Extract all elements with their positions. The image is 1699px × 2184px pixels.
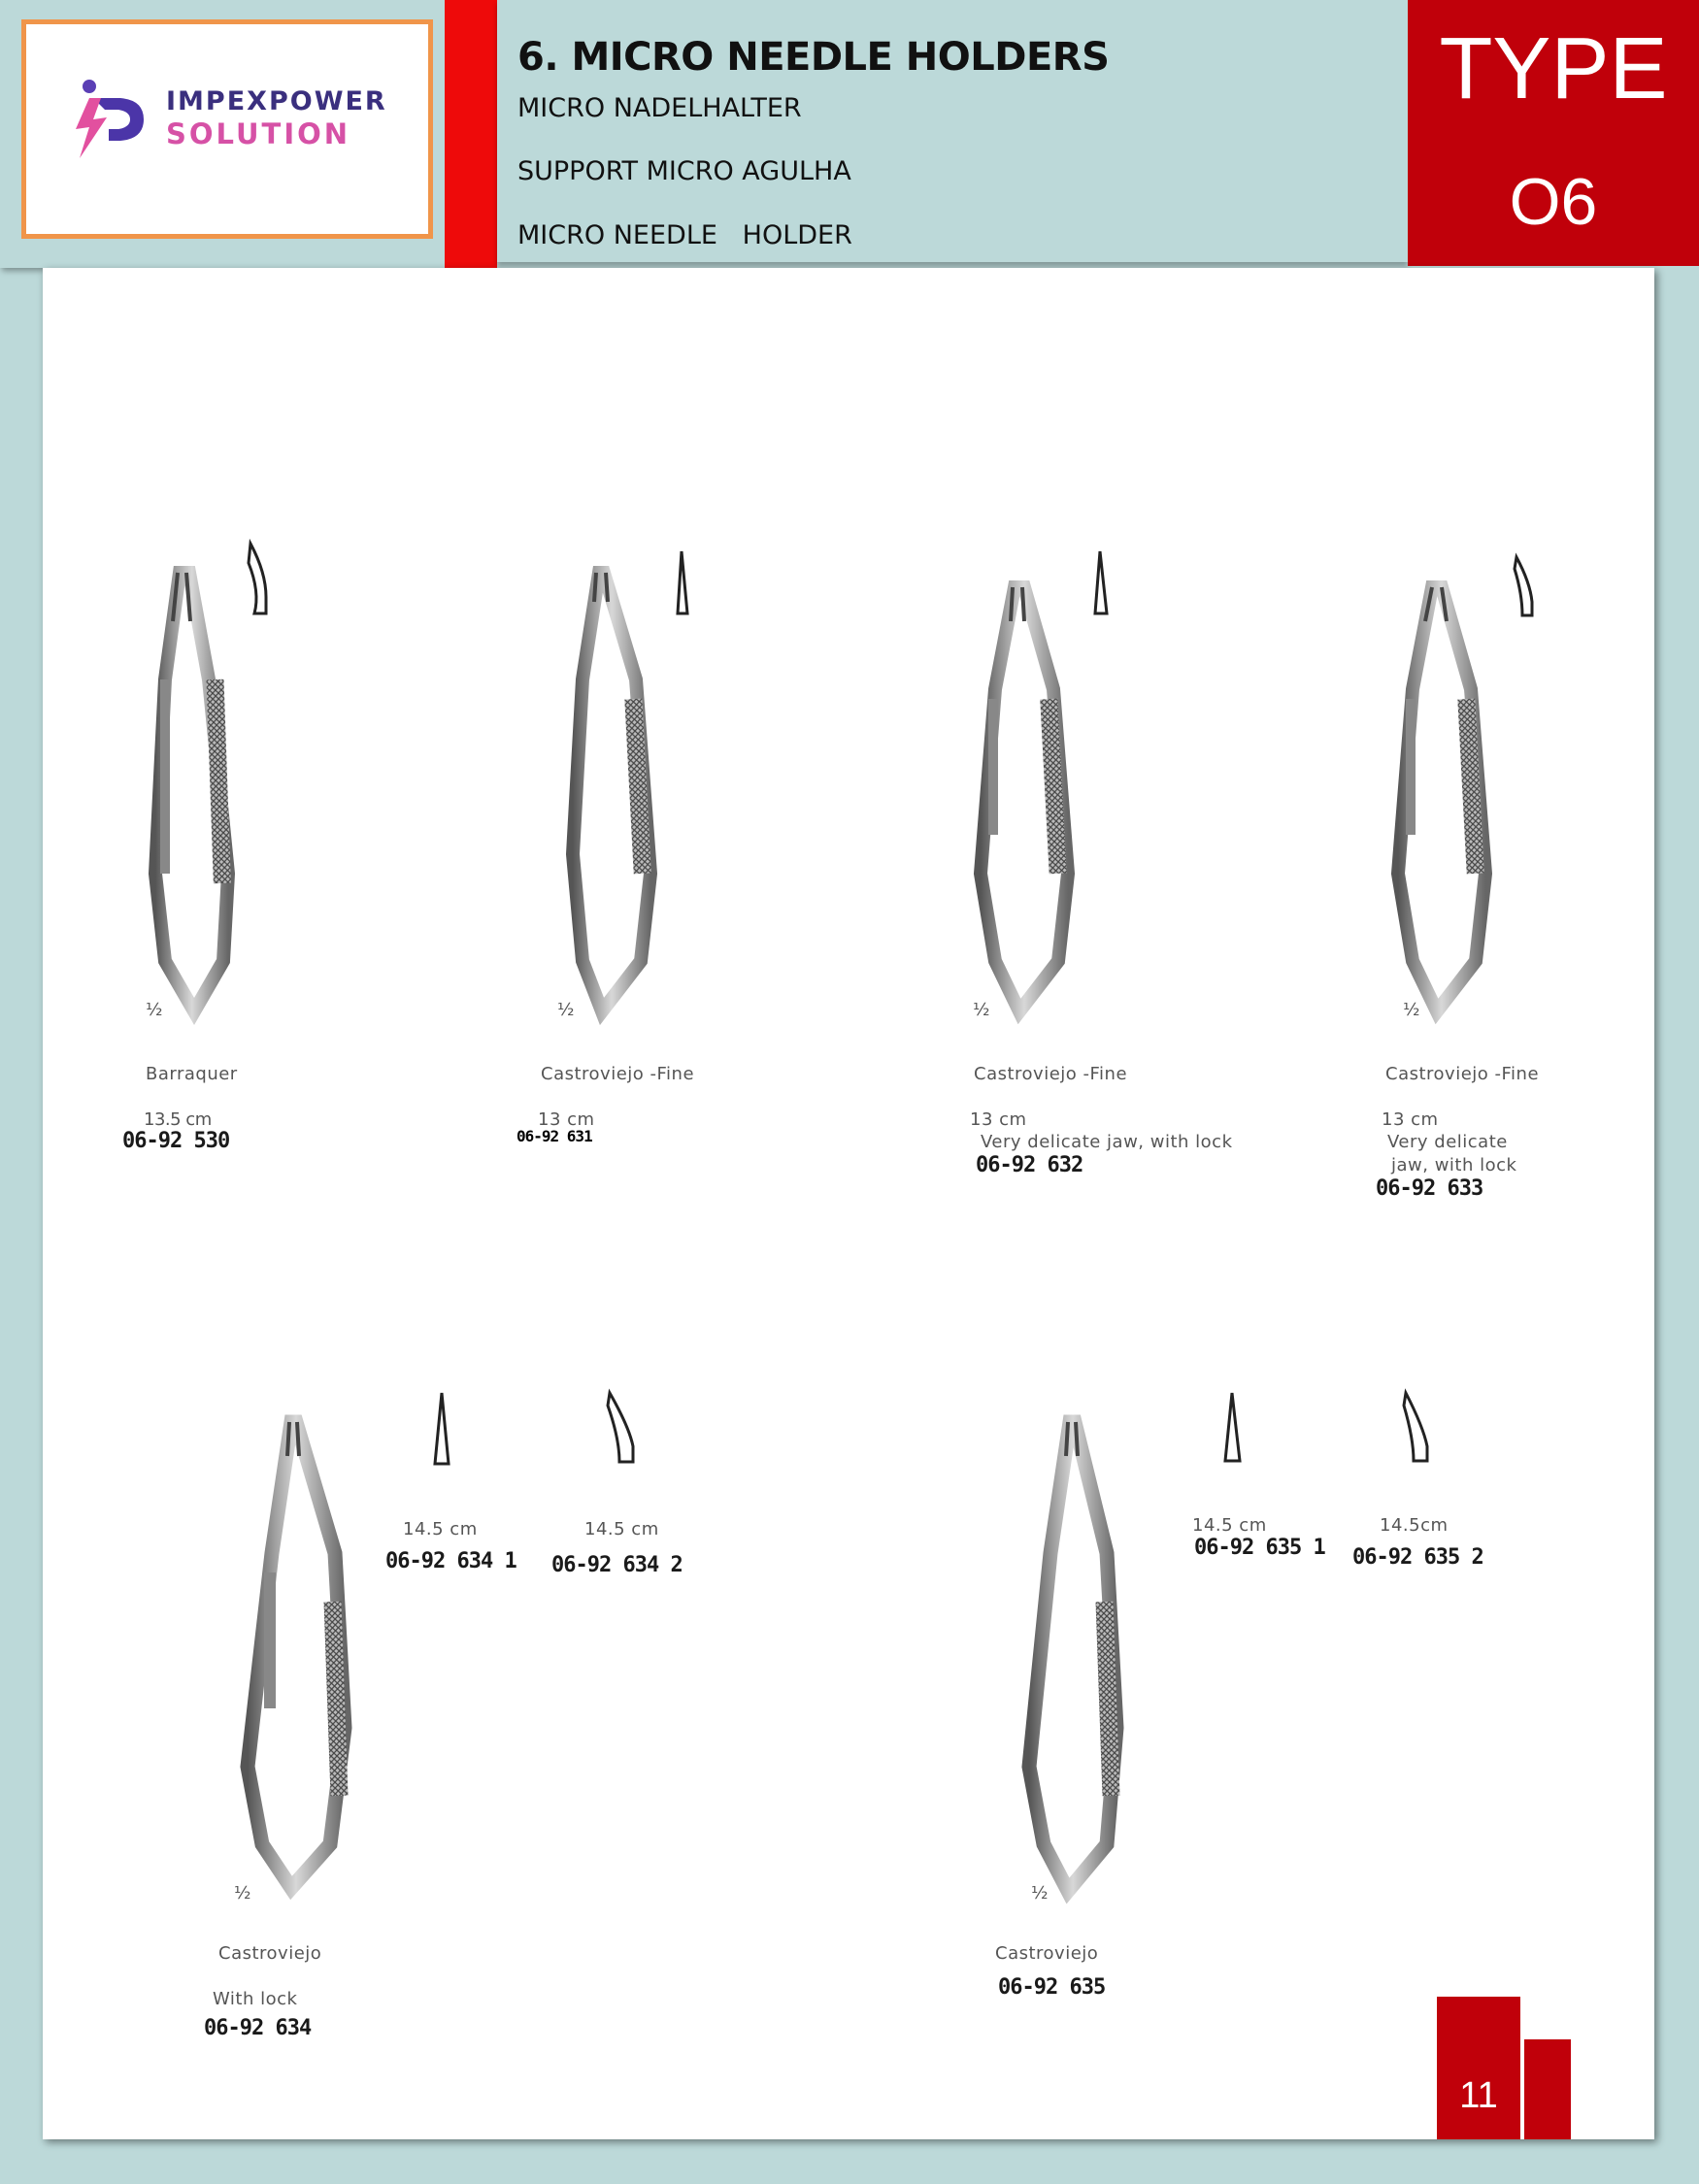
catalog-code: 06-92 633 [1376,1176,1483,1201]
instrument-name: Castroviejo -Fine [541,1064,695,1084]
catalog-code: 06-92 634 [204,2016,312,2040]
needle-holder-barraquer-image [155,573,231,1011]
scale-mark: ½ [234,1883,251,1903]
jaw-tip-straight-icon [678,551,687,613]
scale-mark: ½ [1403,1000,1420,1020]
subtitle-german: MICRO NADELHALTER [517,93,802,123]
variant-size: 14.5 cm [584,1519,659,1539]
variant-code: 06-92 635 1 [1194,1536,1325,1560]
jaw-tip-straight-icon [1095,551,1107,613]
instrument-size: 13 cm [1382,1109,1439,1130]
catalog-code: 06-92 631 [516,1127,592,1145]
jaw-tip-straight-icon [435,1393,449,1464]
needle-holder-castroviejo-fine-1-image [573,573,651,1011]
instrument-note: Very delicate [1387,1132,1508,1152]
catalog-code: 06-92 530 [122,1129,230,1153]
needle-holder-castroviejo-fine-3-image [1398,587,1485,1011]
logo-text-line1: IMPEXPOWER [166,86,387,116]
subtitle-portuguese: SUPPORT MICRO AGULHA [517,156,851,186]
variant-size: 14.5cm [1380,1515,1449,1536]
page-number-badge-accent [1524,2039,1571,2139]
jaw-tip-curved-icon [1404,1393,1427,1461]
needle-holder-castroviejo-with-lock-image [248,1422,348,1888]
jaw-tip-curved-icon [1515,557,1532,615]
page-title: 6. MICRO NEEDLE HOLDERS [517,35,1110,80]
type-number: O6 [1509,165,1598,239]
subtitle-english: MICRO NEEDLE HOLDER [517,220,852,250]
needle-holder-castroviejo-image [1029,1422,1119,1891]
page-number-badge [1437,1997,1520,2139]
variant-code: 06-92 634 1 [385,1549,516,1573]
instrument-name: Castroviejo -Fine [974,1064,1128,1084]
instrument-note: With lock [213,1989,298,2009]
instrument-size: 13.5 cm [144,1109,212,1130]
instrument-size: 13 cm [970,1109,1027,1130]
instrument-name: Castroviejo [995,1943,1099,1964]
catalog-code: 06-92 635 [998,1975,1106,2000]
jaw-tip-curved-icon [608,1393,633,1462]
type-label: TYPE [1439,20,1668,117]
instrument-note: jaw, with lock [1391,1155,1517,1175]
variant-code: 06-92 634 2 [551,1553,683,1577]
scale-mark: ½ [146,1000,163,1020]
scale-mark: ½ [973,1000,990,1020]
logo-text-line2: SOLUTION [166,117,351,150]
page-number: 11 [1459,2075,1498,2116]
scale-mark: ½ [1031,1883,1049,1903]
jaw-tip-straight-icon [1225,1393,1240,1461]
instrument-name: Castroviejo [218,1943,322,1964]
instrument-name: Castroviejo -Fine [1385,1064,1540,1084]
catalog-code: 06-92 632 [976,1153,1083,1177]
instrument-note: Very delicate jaw, with lock [981,1132,1233,1152]
variant-size: 14.5 cm [403,1519,478,1539]
instrument-name: Barraquer [146,1064,238,1084]
instrument-size: 13 cm [538,1109,595,1130]
variant-code: 06-92 635 2 [1352,1545,1483,1570]
needle-holder-castroviejo-fine-2-image [981,587,1068,1011]
variant-size: 14.5 cm [1192,1515,1267,1536]
jaw-tip-curved-icon [249,544,266,613]
scale-mark: ½ [557,1000,575,1020]
